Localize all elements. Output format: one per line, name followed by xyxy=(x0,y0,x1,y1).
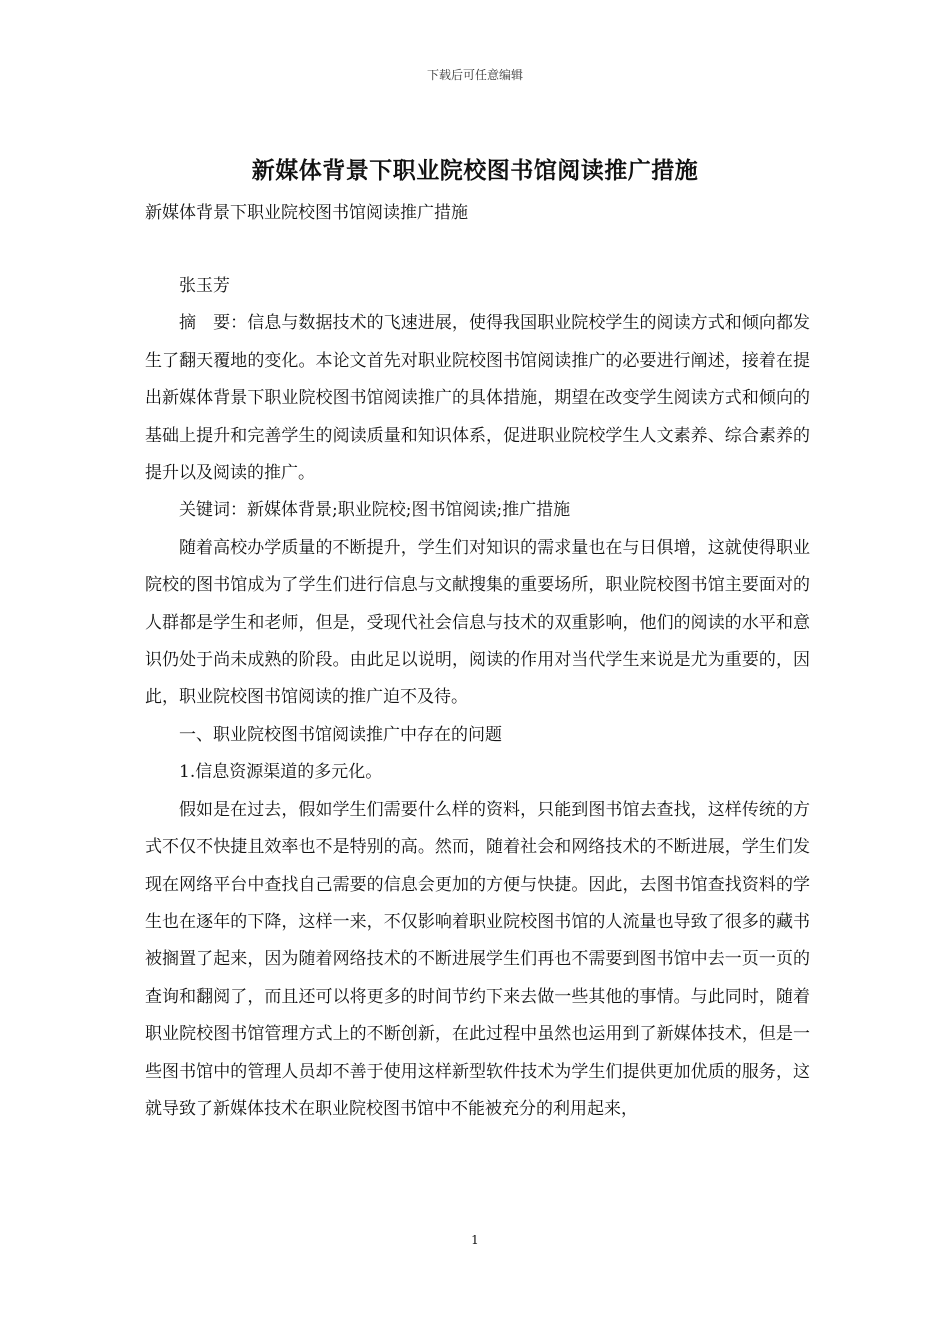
subsection-heading: 1.信息资源渠道的多元化。 xyxy=(179,762,383,783)
header-note: 下载后可任意编辑 xyxy=(426,68,523,82)
document-title: 新媒体背景下职业院校图书馆阅读推广措施 xyxy=(251,157,699,184)
section-heading: 一、职业院校图书馆阅读推广中存在的问题 xyxy=(179,724,502,745)
keywords-paragraph: 关键词：新媒体背景;职业院校;图书馆阅读;推广措施 xyxy=(179,500,571,521)
author-name: 张玉芳 xyxy=(179,276,230,296)
document-body xyxy=(145,268,810,1128)
abstract-paragraph: 摘 要：信息与数据技术的飞速进展，使得我国职业院校学生的阅读方式和倾向都发生了翻天覆地的变化。本论文首先对职业院校图书馆阅读推广的必要进行阐述，接着在提出新媒体背景下职业院校图书馆阅读推广的具体措施，期望在改变学生阅读方式和倾向的基础上提升和完善学生的阅读质量和知识体系，促进职业院校学生人文素养、综合素养的提升以及阅读的推广。 xyxy=(145,313,810,484)
subsection-paragraph: 假如是在过去，假如学生们需要什么样的资料，只能到图书馆去查找，这样传统的方式不仅不快捷且效率也不是特别的高。然而，随着社会和网络技术的不断进展，学生们发现在网络平台中查找自己需要的信息会更加的方便与快捷。因此，去图书馆查找资料的学生也在逐年的下降，这样一来，不仅影响着职业院校图书馆的人流量也导致了很多的藏书被搁置了起来，因为随着网络技术的不断进展学生们再也不需要到图书馆中去一页一页的查询和翻阅了，而且还可以将更多的时间节约下来去做一些其他的事情。与此同时，随着职业院校图书馆管理方式上的不断创新，在此过程中虽然也运用到了新媒体技术，但是一些图书馆中的管理人员却不善于使用这样新型软件技术为学生们提供更加优质的服务，这就导致了新媒体技术在职业院校图书馆中不能被充分的利用起来， xyxy=(145,799,810,1119)
document-subtitle: 新媒体背景下职业院校图书馆阅读推广措施 xyxy=(145,203,468,223)
page-number: 1 xyxy=(471,1233,479,1247)
intro-paragraph: 随着高校办学质量的不断提升，学生们对知识的需求量也在与日俱增，这就使得职业院校的图书馆成为了学生们进行信息与文献搜集的重要场所，职业院校图书馆主要面对的人群都是学生和老师，但是，受现代社会信息与技术的双重影响，他们的阅读的水平和意识仍处于尚未成熟的阶段。由此足以说明，阅读的作用对当代学生来说是尤为重要的，因此，职业院校图书馆阅读的推广迫不及待。 xyxy=(145,537,810,708)
